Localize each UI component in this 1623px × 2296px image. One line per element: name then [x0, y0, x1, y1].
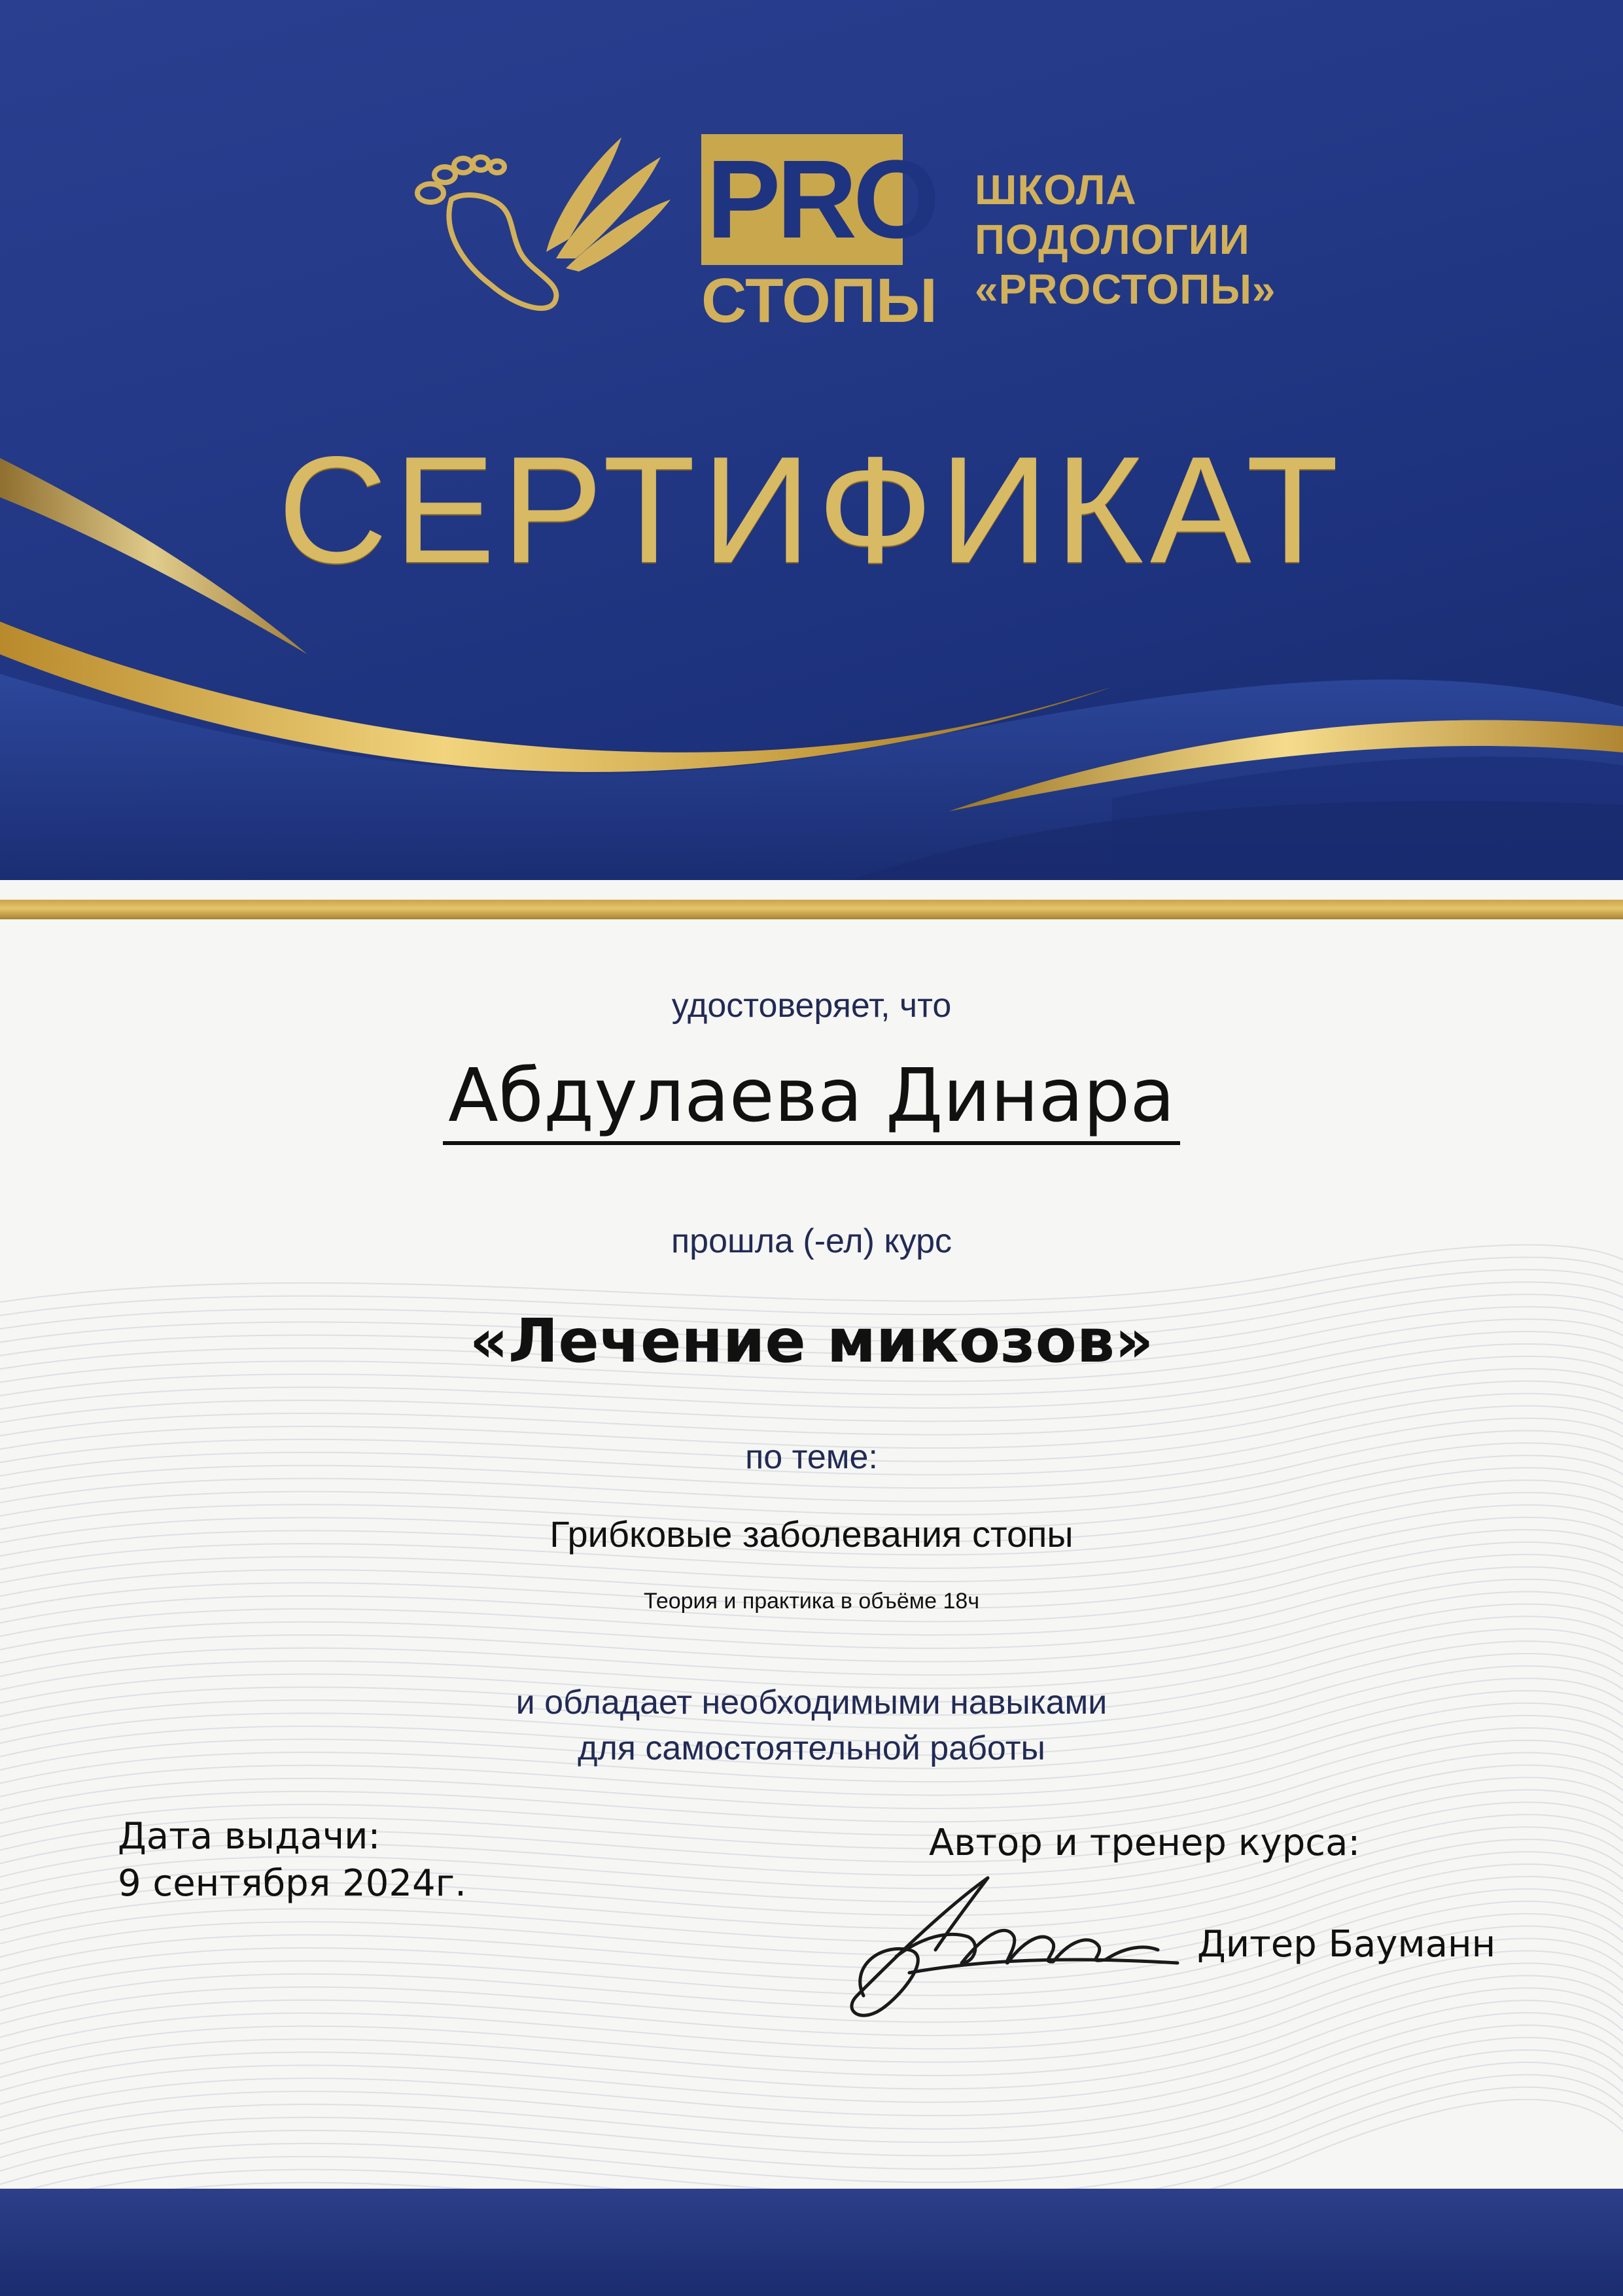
wave-line [0, 2050, 1623, 2185]
topic-text: Грибковые заболевания стопы [550, 1513, 1073, 1555]
author-name: Дитер Бауманн [1197, 1923, 1496, 1966]
signature-mark [837, 1865, 1204, 2022]
logo-stopy-text: СТОПЫ [701, 266, 937, 336]
wave-line [0, 2075, 1623, 2205]
recipient-row [0, 1053, 1623, 1145]
topic-label: по теме: [745, 1438, 878, 1476]
school-name-line-3: «PROСТОПЫ» [975, 266, 1276, 313]
issue-date-value: 9 сентября 2024г. [118, 1862, 466, 1905]
skills-text-line-2: для самостоятельной работы [578, 1729, 1045, 1767]
logo-pro-box [701, 134, 936, 265]
certifies-text: удостоверяет, что [671, 987, 952, 1025]
logo-pro-text: PRO [707, 137, 936, 262]
skills-text-line-1: и обладает необходимыми навыками [515, 1684, 1108, 1722]
gold-divider-rule [0, 900, 1623, 919]
issue-date-label: Дата выдачи: [118, 1815, 381, 1858]
author-label: Автор и тренер курса: [929, 1822, 1361, 1864]
wave-line [0, 2038, 1623, 2171]
course-name: «Лечение микозов» [469, 1306, 1154, 1376]
certificate-title: СЕРТИФИКАТ [277, 425, 1346, 595]
completed-course-text: прошла (-ел) курс [671, 1222, 952, 1260]
school-name-line-1: ШКОЛА [975, 166, 1137, 213]
school-name-line-2: ПОДОЛОГИИ [975, 216, 1250, 263]
recipient-name: Абдулаева Динара [443, 1053, 1180, 1145]
foot-wing-logo-icon [406, 128, 680, 330]
wave-line [0, 2087, 1623, 2205]
wave-line [0, 2062, 1623, 2199]
bottom-blue-band [0, 2189, 1623, 2296]
top-blue-band [0, 0, 1623, 880]
hours-text: Теория и практика в объёме 18ч [643, 1589, 980, 1614]
